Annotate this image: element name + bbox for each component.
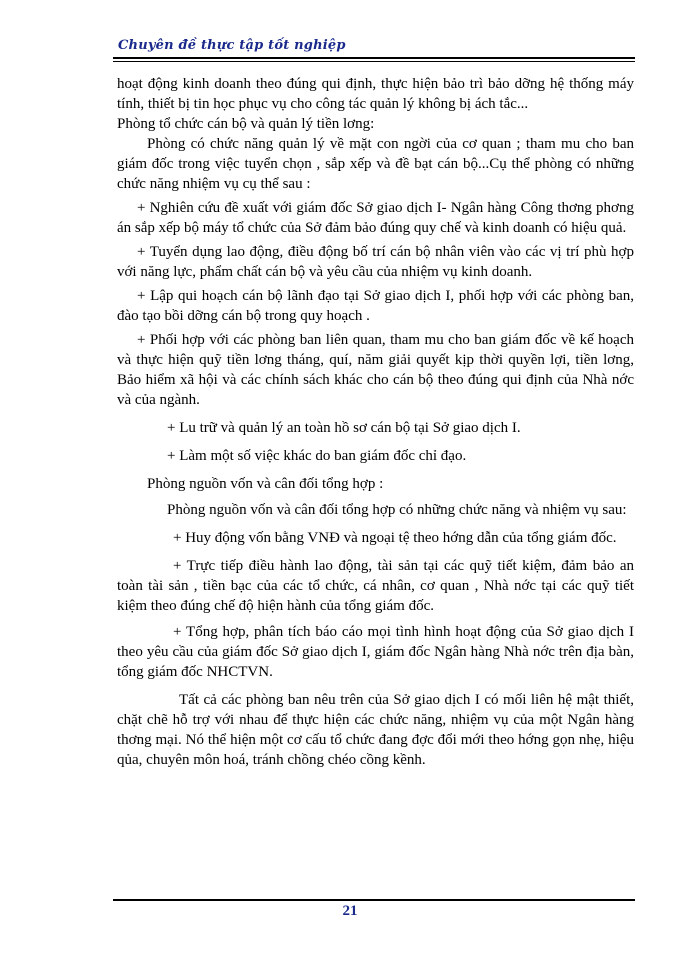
footer-rule (113, 899, 635, 901)
section-heading: Phòng tổ chức cán bộ và quản lý tiền lơng: (117, 116, 375, 132)
paragraph: hoạt động kinh doanh theo đúng qui định, thực hiện bảo trì bảo dỡng hệ thống máy tính, thiết bị tin học phục vụ cho công tác quản lý không bị ách tắc... (117, 76, 634, 112)
list-item: + Lập qui hoạch cán bộ lãnh đạo tại Sở giao dịch I, phối hợp với các phòng ban, đào tạo bồi dỡng cán bộ trong quy hoạch . (117, 288, 634, 324)
paragraph: Phòng có chức năng quản lý về mặt con ngời của cơ quan ; tham mu cho ban giám đốc trong việc tuyển chọn , sắp xếp và đề bạt cán bộ...Cụ thể phòng có những chức năng nhiệm vụ cụ thể sau : (117, 136, 634, 192)
list-item: + Tuyển dụng lao động, điều động bố trí cán bộ nhân viên vào các vị trí phù hợp với năng lực, phẩm chất cán bộ và yêu cầu của nhiệm vụ kinh doanh. (117, 244, 634, 280)
body-text (117, 74, 634, 770)
header-rule-thin (113, 61, 635, 62)
list-item: + Nghiên cứu đề xuất với giám đốc Sở giao dịch I- Ngân hàng Công thơng phơng án sắp xếp bộ máy tổ chức của Sở đảm bảo đúng quy chế và kinh doanh có hiệu quả. (117, 200, 634, 236)
paragraph: Tất cả các phòng ban nêu trên của Sở giao dịch I có mối liên hệ mật thiết, chặt chẽ hỗ trợ với nhau để thực hiện các chức năng, nhiệm vụ của một Ngân hàng thơng mại. Nó thể hiện một cơ cấu tổ chức đang đợc đổi mới theo hớng gọn nhẹ, hiệu qủa, chuyên môn hoá, tránh chồng chéo cồng kềnh. (117, 692, 634, 768)
running-header: Chuyên đề thực tập tốt nghiệp (118, 38, 346, 53)
paragraph: Phòng nguồn vốn và cân đối tổng hợp có những chức năng và nhiệm vụ sau: (167, 502, 627, 518)
list-item: + Trực tiếp điều hành lao động, tài sản tại các quỹ tiết kiệm, đảm bảo an toàn tài sản , tiền bạc của các tổ chức, cá nhân, cơ quan , Nhà nớc tại các quỹ tiết kiệm theo đúng chế độ hiện hành của tổng giám đốc. (117, 558, 634, 614)
list-item: + Làm một số việc khác do ban giám đốc chỉ đạo. (167, 448, 467, 464)
list-item: + Huy động vốn bằng VNĐ và ngoại tệ theo hớng dẫn của tổng giám đốc. (173, 530, 617, 546)
list-item: + Tổng hợp, phân tích báo cáo mọi tình hình hoạt động của Sở giao dịch I theo yêu cầu của giám đốc Sở giao dịch I, giám đốc Ngân hàng Nhà nớc trên địa bàn, tổng giám đốc NHCTVN. (117, 624, 634, 680)
section-heading: Phòng nguồn vốn và cân đối tổng hợp : (147, 476, 384, 492)
page-number: 21 (342, 903, 358, 919)
list-item: + Phối hợp với các phòng ban liên quan, tham mu cho ban giám đốc về kế hoạch và thực hiện quỹ tiền lơng tháng, quí, năm giải quyết kịp thời quyền lợi, tiền lơng, Bảo hiểm xã hội và các chính sách khác cho cán bộ theo đúng qui định của Nhà nớc và của ngành. (117, 332, 634, 408)
list-item: + Lu trữ và quản lý an toàn hồ sơ cán bộ tại Sở giao dịch I. (167, 420, 521, 436)
header-rule (113, 57, 635, 59)
